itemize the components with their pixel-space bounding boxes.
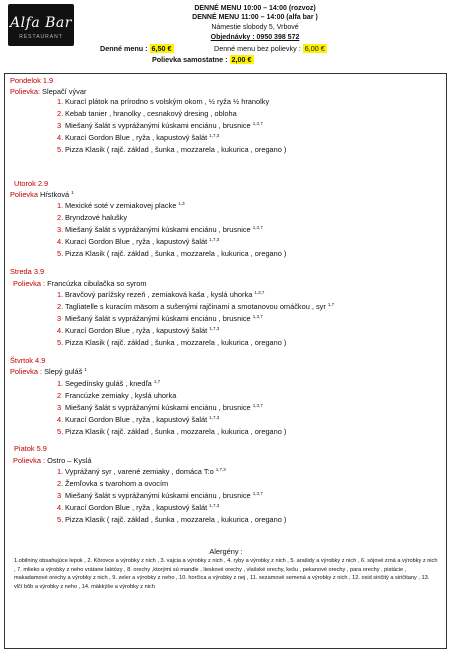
menu-price-value: 6,50 € — [151, 44, 172, 53]
menu-item-allergens: 1,7 — [327, 302, 335, 307]
menu-item-allergens: 1,7,3 — [209, 415, 220, 420]
menu-item-text: Kurací Gordon Blue , ryža , kapustový šalát — [65, 415, 208, 424]
menu-item-number: 1. — [57, 290, 64, 299]
menu-item-number: 4. — [57, 415, 64, 424]
menu-item — [57, 415, 219, 424]
menu-item-text: Vyprážaný syr , varené zemiaky , domáca T:o — [65, 467, 214, 476]
menu-item — [57, 379, 160, 388]
menu-item-text: Kurací Gordon Blue , ryža , kapustový šalát — [65, 133, 208, 142]
menu-item-text: Pizza Klasik ( rajč. základ , šunka , mozzarela , kukurica , oregano ) — [65, 427, 287, 436]
soup-allergens: 1 — [84, 367, 87, 372]
menu-item-allergens: 1,3,7 — [252, 121, 263, 126]
menu-item — [57, 237, 219, 246]
menu-item-allergens: 1,7,3 — [215, 467, 226, 472]
menu-item-number: 5. — [57, 427, 64, 436]
soup-label: Polievka : — [13, 456, 48, 465]
day-heading: Štvrtok 4.9 — [10, 356, 46, 365]
menu-item-text: Tagliatelle s kuracím mäsom a sušenými rajčinami a smotanovou omáčkou , syr — [65, 302, 326, 311]
menu-item — [57, 290, 264, 299]
menu-item — [57, 314, 263, 323]
soup-label: Polievka : — [13, 279, 48, 288]
menu-item-allergens: 1,7,3 — [209, 133, 220, 138]
soup-label: Polievka : — [10, 367, 45, 376]
menu-item-text: Francúzke zemiaky , kyslá uhorka — [65, 391, 177, 400]
menu-item-number: 5. — [57, 515, 64, 524]
menu-item-text: Segedínsky guláš , knedľa — [65, 379, 152, 388]
soup-name: Francúzka cibulačka so syrom — [47, 279, 147, 288]
menu-item-number: 2. — [57, 479, 64, 488]
soup-price-row — [152, 55, 254, 64]
menu-item-allergens: 1,3,7 — [252, 491, 263, 496]
menu-item-allergens: 1,3,7 — [254, 290, 265, 295]
day-heading: Piatok 5.9 — [14, 444, 47, 453]
menu-item-text: Miešaný šalát s vyprážanými kúskami enciánu , brusnice — [65, 314, 251, 323]
menu-no-soup-label: Denné menu bez polievky : — [214, 44, 301, 53]
menu-item-text: Miešaný šalát s vyprážanými kúskami enciánu , brusnice — [65, 491, 251, 500]
menu-item-allergens: 1,7 — [153, 379, 161, 384]
menu-item — [57, 515, 286, 524]
soup-label: Polievka — [10, 190, 40, 199]
menu-item-allergens: 1,3,7 — [252, 225, 263, 230]
menu-item-text: Pizza Klasik ( rajč. základ , šunka , mozzarela , kukurica , oregano ) — [65, 338, 287, 347]
logo-subtext: RESTAURANT — [19, 34, 63, 40]
menu-item-number: 1. — [57, 467, 64, 476]
menu-item-number: 1. — [57, 201, 64, 210]
menu-item-number: 4. — [57, 326, 64, 335]
menu-item-text: Žemľovka s tvarohom a ovocím — [65, 479, 169, 488]
menu-item-text: Miešaný šalát s vyprážanými kúskami enciánu , brusnice — [65, 225, 251, 234]
menu-item-number: 2. — [57, 109, 64, 118]
soup-label: Polievka: — [10, 87, 43, 96]
menu-item-text: Miešaný šalát s vyprážanými kúskami enciánu , brusnice — [65, 403, 251, 412]
menu-item-number: 3 — [57, 491, 62, 500]
menu-item-text: Bryndzové halušky — [65, 213, 128, 222]
menu-item-text: Miešaný šalát s vyprážanými kúskami enciánu , brusnice — [65, 121, 251, 130]
menu-item-allergens: 1,3 — [178, 201, 185, 206]
soup-line — [13, 456, 91, 465]
menu-item — [57, 201, 185, 210]
menu-item — [57, 302, 334, 311]
menu-item-number: 4. — [57, 237, 64, 246]
menu-item — [57, 249, 286, 258]
day-heading: Pondelok 1.9 — [10, 76, 54, 85]
menu-item-number: 3 — [57, 121, 62, 130]
menu-item — [57, 479, 168, 488]
menu-item-allergens: 1,7,3 — [209, 503, 220, 508]
menu-item-number: 5. — [57, 145, 64, 154]
menu-item — [57, 391, 176, 400]
menu-item-number: 5. — [57, 249, 64, 258]
soup-line — [10, 190, 74, 199]
logo-text: Alfa Bar — [10, 15, 72, 31]
menu-item-text: Kurací Gordon Blue , ryža , kapustový šalát — [65, 237, 208, 246]
soup-line — [13, 279, 147, 288]
menu-item-text: Pizza Klasik ( rajč. základ , šunka , mozzarela , kukurica , oregano ) — [65, 145, 287, 154]
soup-line — [10, 87, 86, 96]
menu-item-number: 2. — [57, 213, 64, 222]
menu-item-allergens: 1,7,3 — [209, 326, 220, 331]
menu-item-text: Kurací Gordon Blue , ryža , kapustový šalát — [65, 326, 208, 335]
menu-no-soup-value: 6,00 € — [304, 44, 325, 53]
menu-item-allergens: 1,7,3 — [209, 237, 220, 242]
menu-item — [57, 121, 263, 130]
menu-item — [57, 145, 286, 154]
menu-item-text: Pizza Klasik ( rajč. základ , šunka , mozzarela , kukurica , oregano ) — [65, 249, 287, 258]
menu-item — [57, 326, 219, 335]
menu-item — [57, 503, 219, 512]
menu-item-text: Kurací Gordon Blue , ryža , kapustový šalát — [65, 503, 208, 512]
menu-item-allergens: 1,3,7 — [252, 314, 263, 319]
menu-item-text: Mexické soté v zemiakovej placke — [65, 201, 177, 210]
menu-price-row — [100, 44, 174, 53]
menu-item-text: Bravčový parížsky rezeň , zemiaková kaša , kyslá uhorka — [65, 290, 253, 299]
header-line-2: DENNÉ MENU 11:00 – 14:00 (alfa bar ) — [192, 14, 318, 21]
menu-item — [57, 491, 263, 500]
soup-price-label: Polievka samostatne : — [152, 55, 228, 64]
menu-item-number: 5. — [57, 338, 64, 347]
menu-price-label: Denné menu : — [100, 44, 148, 53]
menu-item — [57, 225, 263, 234]
soup-name: Slepý guláš — [44, 367, 83, 376]
menu-item-text: Pizza Klasik ( rajč. základ , šunka , mozzarela , kukurica , oregano ) — [65, 515, 287, 524]
menu-item-allergens: 1,3,7 — [252, 403, 263, 408]
menu-item-number: 2. — [57, 302, 64, 311]
day-heading: Utorok 2.9 — [14, 179, 49, 188]
menu-item — [57, 213, 127, 222]
menu-item — [57, 97, 269, 106]
menu-item-text: Kebab tanier , hranolky , cesnakový dresing , obloha — [65, 109, 237, 118]
header-orders: Objednávky : 0950 398 572 — [210, 34, 300, 41]
allergens-title: Alergény : — [209, 547, 243, 556]
menu-item — [57, 133, 219, 142]
menu-item — [57, 467, 226, 476]
menu-item-number: 2 — [57, 391, 62, 400]
soup-name: Ostro – Kyslá — [47, 456, 92, 465]
soup-line — [10, 367, 87, 376]
menu-item-number: 4. — [57, 503, 64, 512]
soup-price-value: 2,00 € — [231, 55, 252, 64]
menu-item-number: 3 — [57, 403, 62, 412]
menu-item-number: 1. — [57, 379, 64, 388]
menu-item-number: 3 — [57, 314, 62, 323]
allergens-text: 1.obilniny obsahujúce lepok , 2. Kôrovce a výrobky z nich , 3. vajcia a výrobky z nich , 4. ryby a výrobky z nich , 5. arašidy a výrobky z nich , 6. sójové zrná a výrobky z nich , 7. mlieko a výrobky z neho vrátane laktózy , 8. orechy ,ktorými sú mandle , lieskové orechy , vlašské orechy, kešu , pekanové orechy , para orechy , pistácie , makadamové orechy a výrobky z nich , 9. zeler a výrobky z neho , 10. horčica a výrobky z nej , 11. sezamové semená a výrobky z nich , 12. oxid siričitý a siričitany , 13. vlčí bôb a výrobky z neho , 14. mäkkýše a výrobky z nich — [14, 558, 438, 590]
menu-item-number: 1. — [57, 97, 64, 106]
menu-item-number: 3. — [57, 225, 64, 234]
header-line-1: DENNÉ MENU 10:00 – 14:00 (rozvoz) — [194, 5, 316, 12]
day-heading: Streda 3.9 — [10, 267, 45, 276]
menu-item — [57, 403, 263, 412]
menu-no-soup-row — [214, 44, 327, 53]
menu-item — [57, 427, 286, 436]
menu-item-number: 4. — [57, 133, 64, 142]
menu-item — [57, 338, 286, 347]
menu-item — [57, 109, 237, 118]
soup-name: Slepačí vývar — [42, 87, 87, 96]
menu-item-text: Kurací plátok na prírodno s volským okom , ½ ryža ½ hranolky — [65, 97, 270, 106]
logo — [8, 4, 74, 46]
soup-name: Hŕstková — [40, 190, 70, 199]
soup-allergens: 1 — [71, 190, 74, 195]
header-address: Námestie slobody 5, Vrbové — [211, 24, 299, 31]
